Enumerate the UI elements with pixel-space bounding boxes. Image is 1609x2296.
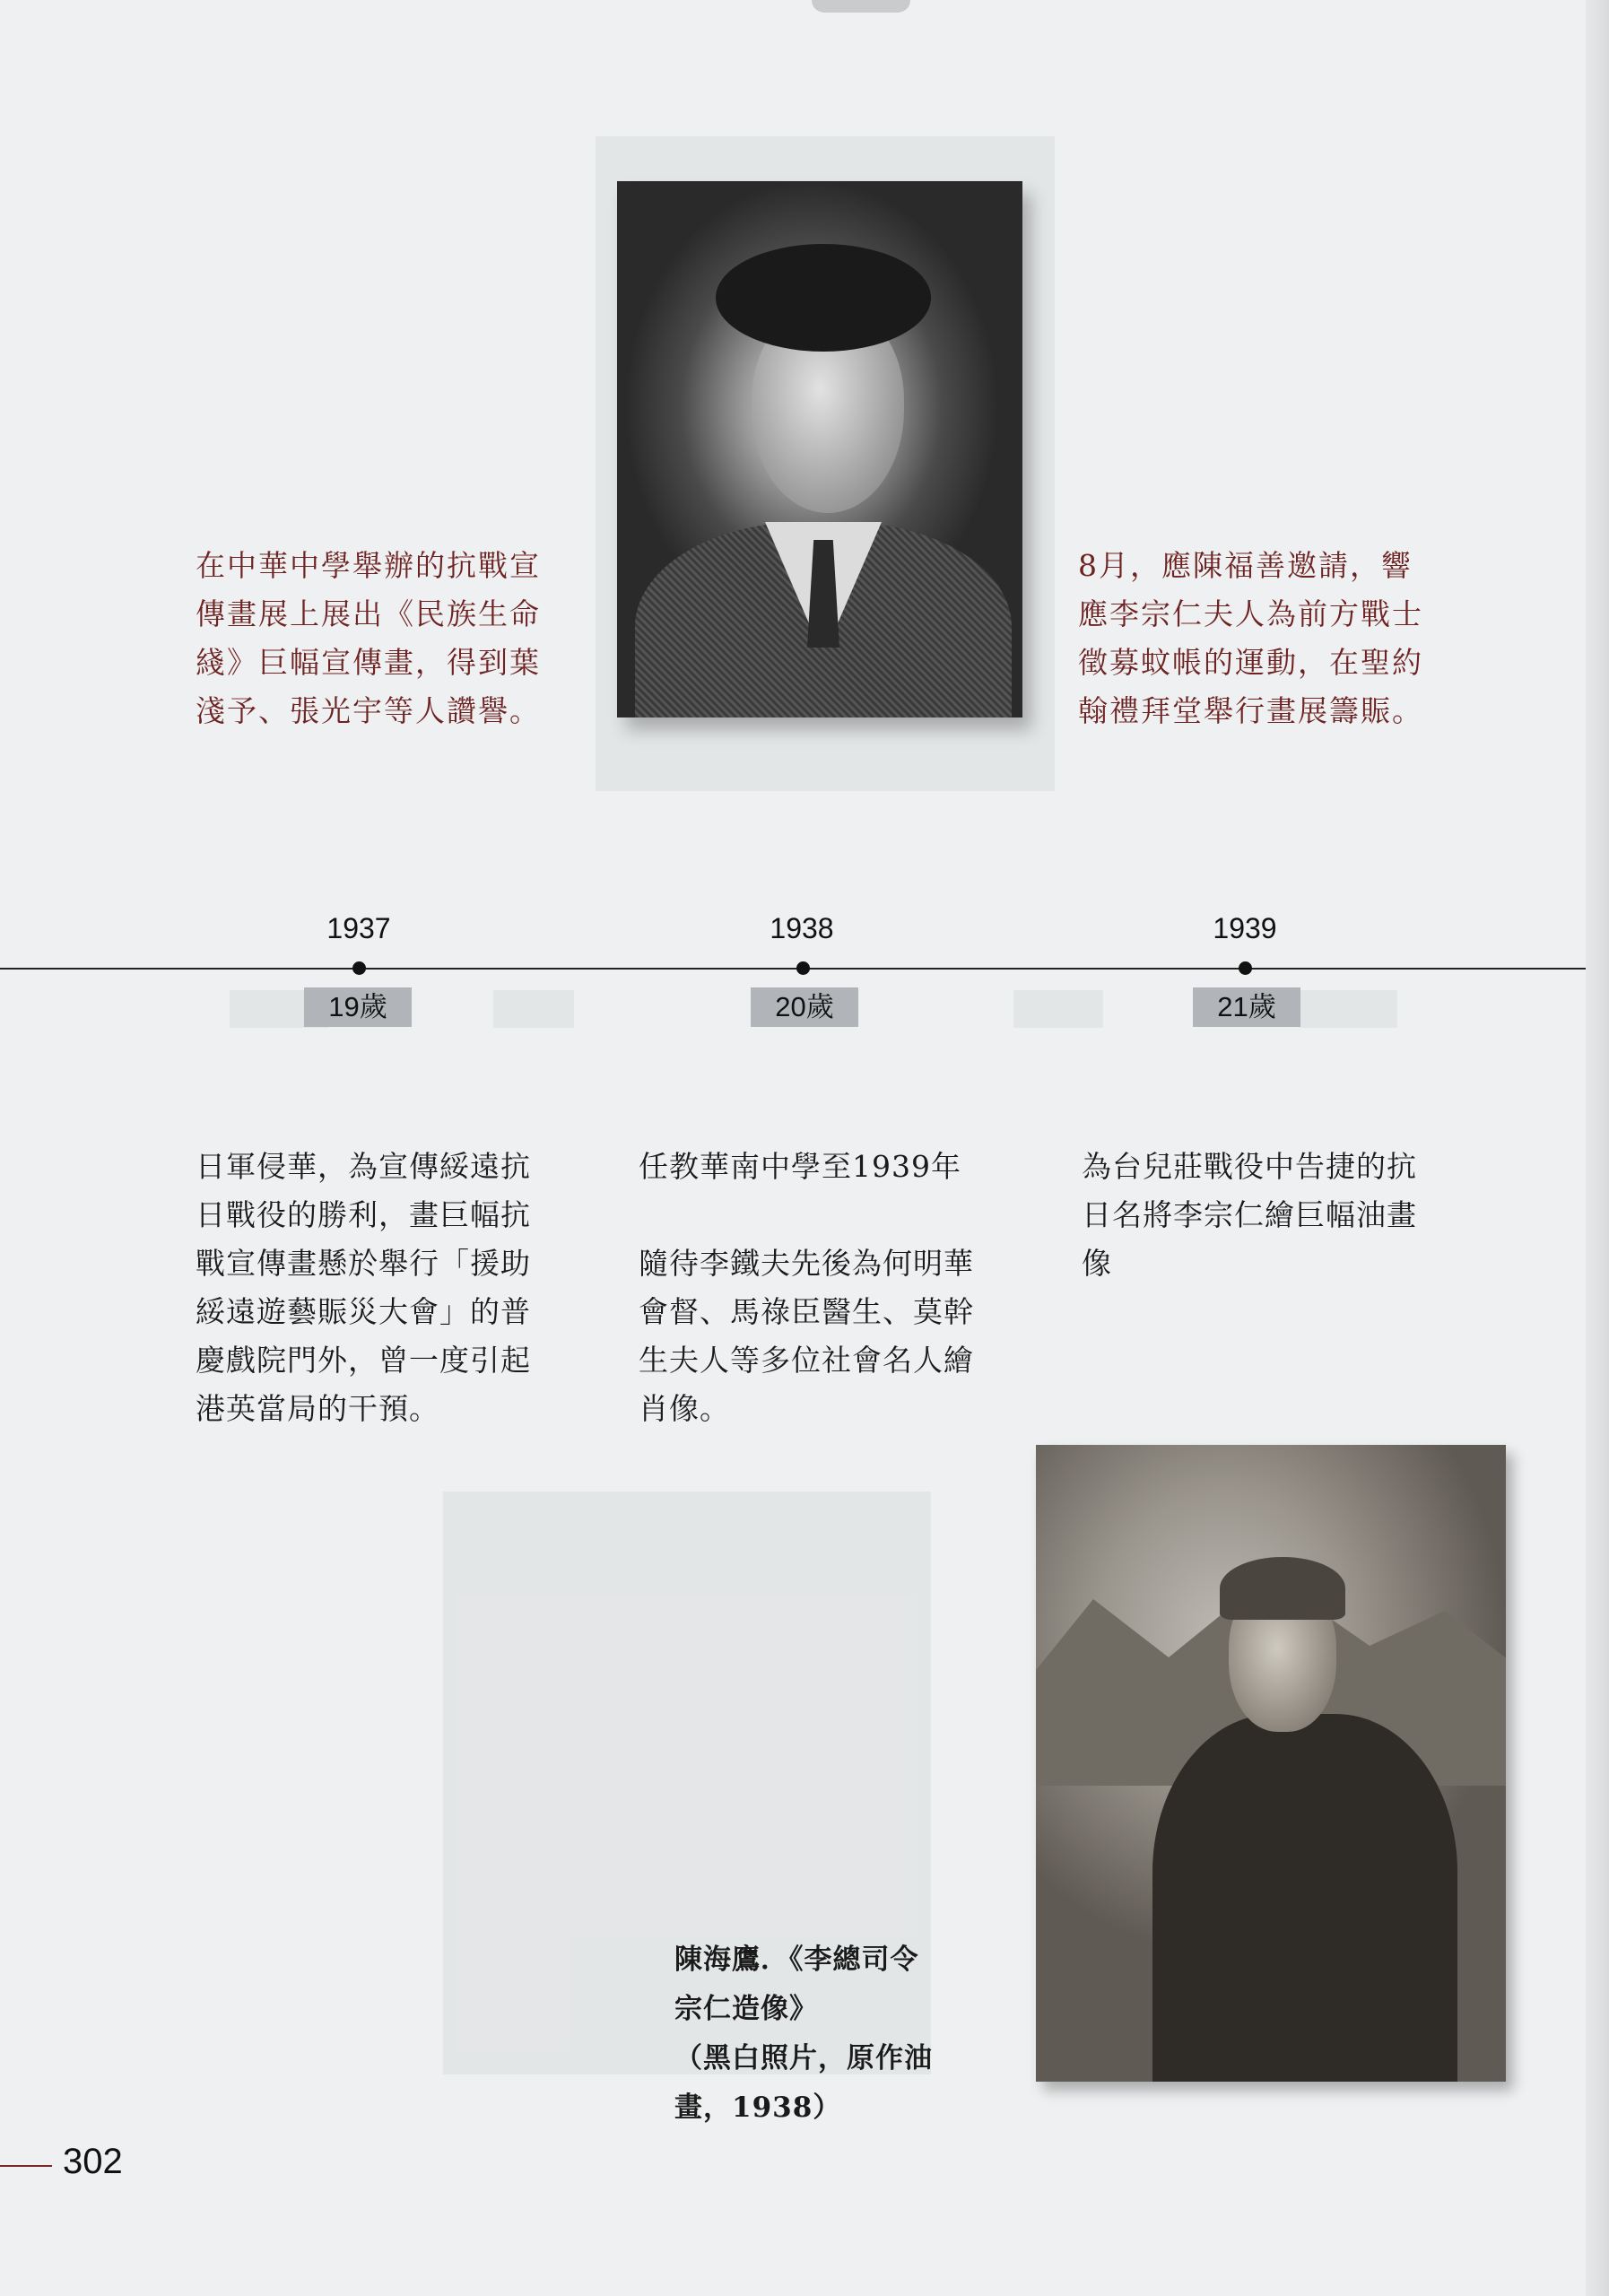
text-line: 8月，應陳福善邀請，響	[1078, 548, 1413, 583]
text-line: 應李宗仁夫人為前方戰士	[1078, 596, 1423, 631]
text-line: 傳畫展上展出《民族生命	[196, 596, 541, 631]
painting-uniform	[1152, 1714, 1457, 2082]
portrait-photo	[617, 181, 1022, 718]
text-line: 隨待李鐵夫先後為何明華	[639, 1246, 974, 1281]
portrait-painting-photo	[1036, 1445, 1506, 2082]
top-mark	[812, 0, 910, 13]
page-number: 302	[63, 2142, 123, 2181]
entry-1937	[196, 1143, 531, 1433]
text-line: 翰禮拜堂舉行畫展籌賑。	[1078, 693, 1423, 728]
caption-line: 陳海鷹．《李總司令	[674, 1944, 919, 1976]
text-line: 日軍侵華，為宣傳綏遠抗	[196, 1149, 531, 1184]
top-right-text	[1078, 542, 1423, 735]
top-left-text	[196, 542, 541, 735]
timeline-age-1939: 21歲	[1193, 987, 1300, 1027]
page-number-rule	[0, 2165, 52, 2167]
text-line: 綏遠遊藝賑災大會」的普	[196, 1294, 531, 1329]
page-edge	[1586, 0, 1609, 2296]
timeline-year-1939: 1939	[1213, 912, 1277, 944]
entry-1939	[1082, 1143, 1417, 1288]
caption-line: （黑白照片，原作油	[674, 2042, 933, 2074]
text-line: 生夫人等多位社會名人繪	[639, 1343, 974, 1378]
text-line: 日名將李宗仁繪巨幅油畫	[1082, 1197, 1417, 1232]
timeline-year-1937: 1937	[326, 912, 391, 944]
timeline-age-1937: 19歲	[304, 987, 412, 1027]
text-line: 徵募蚊帳的運動，在聖約	[1078, 645, 1423, 680]
text-line: 綫》巨幅宣傳畫，得到葉	[196, 645, 541, 680]
text-line: 慶戲院門外，曾一度引起	[196, 1343, 531, 1378]
text-line: 肖像。	[639, 1391, 730, 1426]
entry-1938	[639, 1143, 974, 1433]
ghost-box-4	[1299, 990, 1397, 1028]
text-line: 日戰役的勝利，畫巨幅抗	[196, 1197, 531, 1232]
text-line: 在中華中學舉辦的抗戰宣	[196, 548, 541, 583]
timeline-dot-1937	[352, 961, 366, 975]
text-line: 像	[1082, 1246, 1112, 1281]
text-line: 任教華南中學至1939年	[639, 1149, 961, 1184]
timeline-line	[0, 968, 1586, 970]
text-line: 淺予、張光宇等人讚譽。	[196, 693, 541, 728]
timeline-dot-1938	[796, 961, 810, 975]
portrait-beret	[716, 244, 931, 352]
timeline-year-1938: 1938	[770, 912, 834, 944]
text-line	[639, 1191, 974, 1239]
painting-caption	[674, 1935, 933, 2133]
text-line: 港英當局的干預。	[196, 1391, 439, 1426]
timeline-age-1938: 20歲	[751, 987, 858, 1027]
text-line: 為台兒莊戰役中告捷的抗	[1082, 1149, 1417, 1184]
ghost-box-3	[1013, 990, 1103, 1028]
ghost-box-2	[493, 990, 574, 1028]
text-line: 戰宣傳畫懸於舉行「援助	[196, 1246, 531, 1281]
caption-line: 畫，1938）	[674, 2092, 842, 2124]
text-line: 會督、馬祿臣醫生、莫幹	[639, 1294, 974, 1329]
painting-cap	[1220, 1557, 1345, 1620]
caption-line: 宗仁造像》	[674, 1993, 818, 2025]
timeline-dot-1939	[1239, 961, 1252, 975]
